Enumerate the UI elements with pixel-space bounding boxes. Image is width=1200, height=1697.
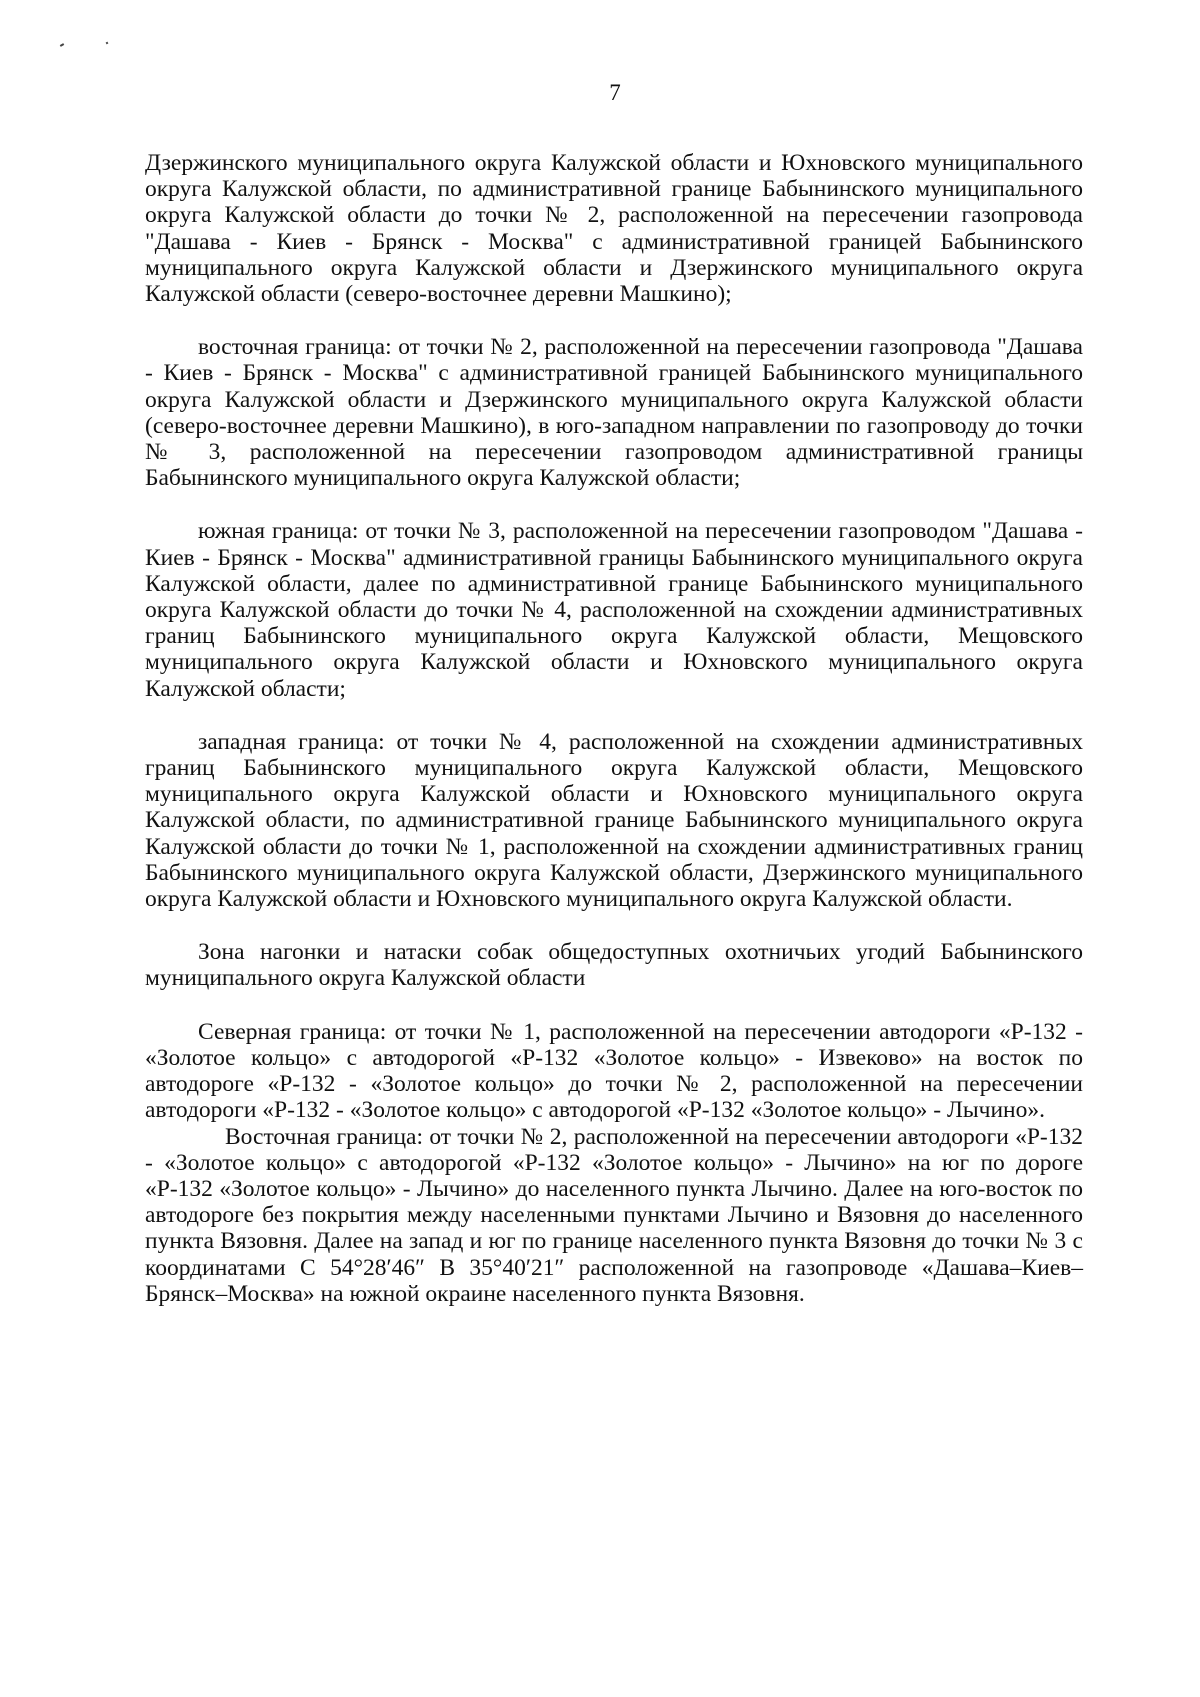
scan-artifact-mark (106, 42, 109, 45)
document-body (145, 150, 1083, 1307)
paragraph-western-boundary: западная граница: от точки № 4, расположенной на схождении административных границ Бабынинского муниципального округа Калужской области, Мещовского муниципального округа Калужской области и Юхновского муниципального округа Калужской области, по административной границе Бабынинского муниципального округа Калужской области до точки № 1, расположенной на схождении административных границ Бабынинского муниципального округа Калужской области, Дзержинского муниципального округа Калужской области и Юхновского муниципального округа Калужской области. (145, 728, 1083, 913)
page-number: 7 (609, 80, 621, 105)
paragraph-continuation: Дзержинского муниципального округа Калужской области и Юхновского муниципального округа Калужской области, по административной границе Бабынинского муниципального округа Калужской области до точки № 2, расположенной на пересечении газопровода "Дашава - Киев - Брянск - Москва" с административной границей Бабынинского муниципального округа Калужской области и Дзержинского муниципального округа Калужской области (северо-восточнее деревни Машкино); (145, 150, 1083, 308)
scan-artifact-mark (60, 43, 64, 47)
paragraph-eastern-boundary-zone: Восточная граница: от точки № 2, расположенной на пересечении автодороги «Р-132 - «Золотое кольцо» с автодорогой «Р-132 «Золотое кольцо» - Лычино» на юг по дороге «Р-132 «Золотое кольцо» - Лычино» до населенного пункта Лычино. Далее на юго-восток по автодороге без покрытия между населенными пунктами Лычино и Вязовня до населенного пункта Вязовня. Далее на запад и юг по границе населенного пункта Вязовня до точки № 3 с координатами С 54°28′46″ В 35°40′21″ расположенной на газопроводе «Дашава–Киев–Брянск–Москва» на южной окраине населенного пункта Вязовня. (145, 1123, 1083, 1307)
section-heading-dog-training-zone: Зона нагонки и натаски собак общедоступных охотничьих угодий Бабынинского муниципального округа Калужской области (145, 939, 1083, 992)
paragraph-northern-boundary: Северная граница: от точки № 1, расположенной на пересечении автодороги «Р-132 - «Золотое кольцо» с автодорогой «Р-132 «Золотое кольцо» - Извеково» на восток по автодороге «Р-132 - «Золотое кольцо» до точки № 2, расположенной на пересечении автодороги «Р-132 - «Золотое кольцо» с автодорогой «Р-132 «Золотое кольцо» - Лычино». (145, 1018, 1083, 1124)
paragraph-southern-boundary: южная граница: от точки № 3, расположенной на пересечении газопроводом "Дашава - Киев - Брянск - Москва" административной границы Бабынинского муниципального округа Калужской области, далее по административной границе Бабынинского муниципального округа Калужской области до точки № 4, расположенной на схождении административных границ Бабынинского муниципального округа Калужской области, Мещовского муниципального округа Калужской области и Юхновского муниципального округа Калужской области; (145, 518, 1083, 702)
paragraph-eastern-boundary: восточная граница: от точки № 2, расположенной на пересечении газопровода "Дашава - Киев - Брянск - Москва" с административной границей Бабынинского муниципального округа Калужской области и Дзержинского муниципального округа Калужской области (северо-восточнее деревни Машкино), в юго-западном направлении по газопроводу до точки № 3, расположенной на пересечении газопроводом административной границы Бабынинского муниципального округа Калужской области; (145, 334, 1083, 492)
